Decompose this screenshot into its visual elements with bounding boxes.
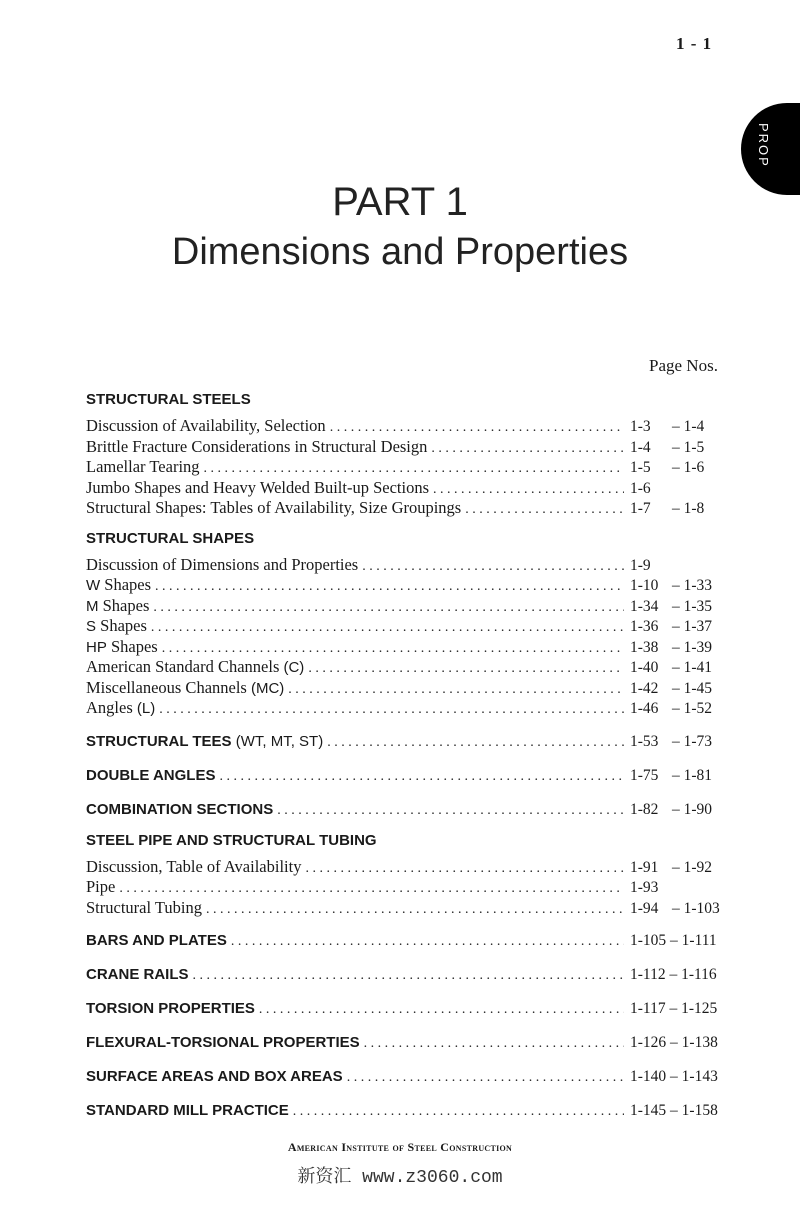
toc-entry-flexural-torsional[interactable]: FLEXURAL-TORSIONAL PROPERTIES . . . 1-126 – 1-138 [86, 1030, 730, 1056]
watermark: 新资汇 www.z3060.com [297, 1168, 503, 1188]
part-title: PART 1 [332, 180, 468, 224]
toc-group-structural-steels [86, 390, 730, 519]
toc-entry[interactable]: Jumbo Shapes and Heavy Welded Built-up Sections . . . 1-6 [86, 478, 730, 499]
page-nos-header: Page Nos. [649, 356, 718, 375]
toc-entry-combination-sections[interactable]: COMBINATION SECTIONS . . . 1-82 – 1-90 [86, 797, 730, 823]
toc-heading: STRUCTURAL STEELS [86, 391, 251, 408]
toc-entry[interactable]: Structural Shapes: Tables of Availability, Size Groupings . . . 1-7 – 1-8 [86, 498, 730, 519]
toc-entry[interactable]: HP Shapes . . . 1-38 – 1-39 [86, 637, 730, 658]
toc-entry-surface-areas[interactable]: SURFACE AREAS AND BOX AREAS . . . 1-140 – 1-143 [86, 1064, 730, 1090]
thumb-tab-label: PROP [756, 123, 771, 168]
toc-entry[interactable]: Structural Tubing . . . 1-94 – 1-103 [86, 898, 730, 919]
toc-entry[interactable]: Angles (L) . . . 1-46 – 1-52 [86, 698, 730, 719]
toc-entry[interactable]: Miscellaneous Channels (MC) . . . 1-42 – 1-45 [86, 678, 730, 699]
toc-heading: STEEL PIPE AND STRUCTURAL TUBING [86, 831, 377, 849]
toc-entry-structural-tees[interactable]: STRUCTURAL TEES (WT, MT, ST) . . . 1-53 – 1-73 [86, 729, 730, 755]
table-of-contents [86, 390, 730, 1132]
toc-entry[interactable]: Discussion, Table of Availability . . . 1-91 – 1-92 [86, 857, 730, 878]
part-subtitle: Dimensions and Properties [171, 231, 629, 273]
toc-entry[interactable]: American Standard Channels (C) . . . 1-40 – 1-41 [86, 657, 730, 678]
toc-entry[interactable]: Pipe . . . 1-93 [86, 877, 730, 898]
toc-entry-crane-rails[interactable]: CRANE RAILS . . . 1-112 – 1-116 [86, 962, 730, 988]
toc-entry-bars-plates[interactable]: BARS AND PLATES . . . 1-105 – 1-111 [86, 928, 730, 954]
toc-entry-torsion-properties[interactable]: TORSION PROPERTIES . . . 1-117 – 1-125 [86, 996, 730, 1022]
page-number: 1 - 1 [676, 34, 713, 53]
toc-group-structural-shapes [86, 529, 730, 719]
toc-entry-standard-mill-practice[interactable]: STANDARD MILL PRACTICE . . . 1-145 – 1-158 [86, 1098, 730, 1124]
toc-entry[interactable]: M Shapes . . . 1-34 – 1-35 [86, 596, 730, 617]
toc-entry[interactable]: W Shapes . . . 1-10 – 1-33 [86, 575, 730, 596]
toc-group-pipe-tubing [86, 831, 730, 919]
toc-entry[interactable]: Brittle Fracture Considerations in Structural Design . . . 1-4 – 1-5 [86, 437, 730, 458]
toc-entry[interactable]: Discussion of Availability, Selection . . . 1-3 – 1-4 [86, 416, 730, 437]
toc-heading: STRUCTURAL SHAPES [86, 529, 255, 547]
toc-entry[interactable]: Discussion of Dimensions and Properties . . . 1-9 [86, 555, 730, 576]
toc-entry-double-angles[interactable]: DOUBLE ANGLES . . . 1-75 – 1-81 [86, 763, 730, 789]
toc-entry[interactable]: Lamellar Tearing . . . 1-5 – 1-6 [86, 457, 730, 478]
footer-organization: American Institute of Steel Construction [287, 1140, 513, 1154]
toc-entry[interactable]: S Shapes . . . 1-36 – 1-37 [86, 616, 730, 637]
